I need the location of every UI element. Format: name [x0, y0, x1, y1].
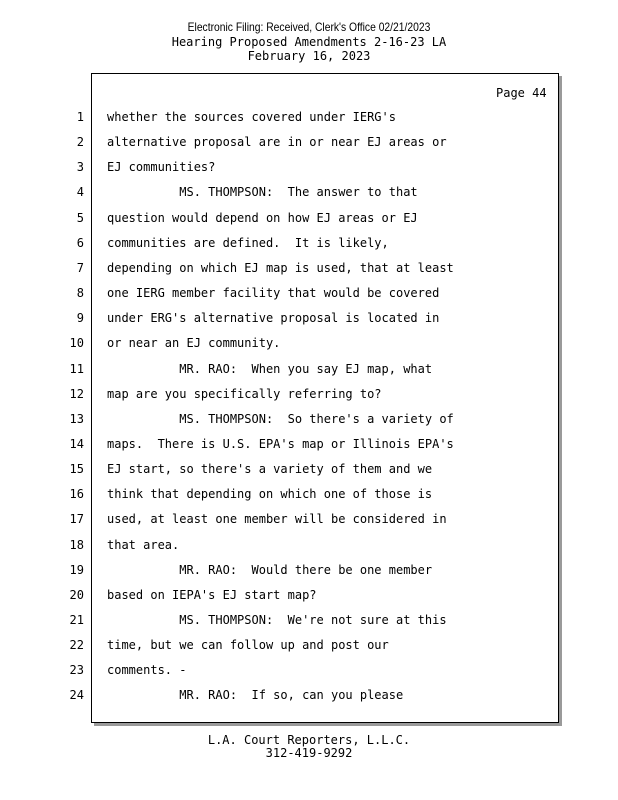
line-number: 17: [69, 512, 84, 527]
transcript-line: [0, 110, 560, 130]
line-number: 23: [69, 663, 84, 678]
line-number: 8: [76, 286, 84, 301]
line-text: depending on which EJ map is used, that at least: [107, 260, 454, 275]
line-text: communities are defined. It is likely,: [107, 235, 389, 250]
transcript-line: [0, 462, 560, 482]
line-number: 14: [69, 436, 84, 451]
line-text: EJ communities?: [107, 160, 216, 175]
line-number: 7: [76, 260, 84, 275]
transcript-line: [0, 236, 560, 256]
line-number: 12: [69, 386, 84, 401]
line-text: question would depend on how EJ areas or EJ: [107, 210, 418, 225]
footer-phone: 312-419-9292: [265, 746, 353, 760]
transcript-line: [0, 362, 560, 382]
line-number: 22: [69, 638, 84, 653]
line-number: 9: [76, 311, 84, 326]
transcript-line: [0, 211, 560, 231]
transcript-line: [0, 563, 560, 583]
line-number: 19: [69, 562, 84, 577]
line-text: based on IEPA's EJ start map?: [107, 587, 317, 602]
line-text: map are you specifically referring to?: [107, 386, 382, 401]
line-text: MS. THOMPSON: We're not sure at this: [107, 613, 447, 627]
line-text: EJ start, so there's a variety of them and we: [107, 462, 433, 477]
transcript-line: [0, 512, 560, 532]
transcript-line: [0, 135, 560, 155]
transcript-line: [0, 185, 560, 205]
filing-stamp: Electronic Filing: Received, Clerk's Office 02/21/2023: [187, 20, 431, 34]
line-number: 21: [69, 613, 84, 627]
line-text: comments. -: [107, 663, 187, 678]
transcript-line: [0, 663, 560, 683]
line-text: time, but we can follow up and post our: [107, 638, 389, 653]
line-number: 6: [76, 235, 84, 250]
transcript-line: [0, 688, 560, 708]
line-number: 10: [69, 336, 84, 351]
line-number: 13: [69, 411, 84, 426]
line-text: or near an EJ community.: [107, 336, 281, 351]
line-number: 15: [69, 462, 84, 477]
line-number: 20: [69, 587, 84, 602]
transcript-line: [0, 387, 560, 407]
line-number: 3: [76, 160, 84, 175]
line-text: alternative proposal are in or near EJ areas or: [107, 135, 447, 150]
line-text: whether the sources covered under IERG's: [107, 110, 396, 124]
line-text: MR. RAO: If so, can you please: [107, 688, 404, 703]
transcript-line: [0, 336, 560, 356]
transcript-line: [0, 286, 560, 306]
transcript-line: [0, 160, 560, 180]
transcript-line: [0, 613, 560, 633]
transcript-line: [0, 487, 560, 507]
line-number: 18: [69, 537, 84, 552]
line-number: 11: [69, 361, 84, 376]
line-number: 1: [76, 110, 84, 124]
transcript-line: [0, 437, 560, 457]
line-number: 4: [76, 185, 84, 200]
line-text: MR. RAO: When you say EJ map, what: [107, 361, 433, 376]
line-number: 24: [69, 688, 84, 703]
line-text: one IERG member facility that would be covered: [107, 286, 440, 301]
transcript-line: [0, 538, 560, 558]
footer-company: L.A. Court Reporters, L.L.C.: [207, 733, 411, 747]
transcript-line: [0, 588, 560, 608]
transcript-line: [0, 638, 560, 658]
transcript-line: [0, 412, 560, 432]
transcript-line: [0, 261, 560, 281]
line-number: 2: [76, 135, 84, 150]
line-text: MS. THOMPSON: So there's a variety of: [107, 411, 454, 426]
page-number: Page 44: [496, 86, 547, 100]
line-text: used, at least one member will be considered in: [107, 512, 447, 527]
line-text: maps. There is U.S. EPA's map or Illinois EPA's: [107, 436, 454, 451]
transcript-line: [0, 311, 560, 331]
line-text: MS. THOMPSON: The answer to that: [107, 185, 418, 200]
line-text: think that depending on which one of those is: [107, 487, 433, 502]
line-number: 5: [76, 210, 84, 225]
line-text: under ERG's alternative proposal is located in: [107, 311, 440, 326]
transcript-title: Hearing Proposed Amendments 2-16-23 LA: [171, 35, 447, 49]
line-number: 16: [69, 487, 84, 502]
line-text: MR. RAO: Would there be one member: [107, 562, 433, 577]
transcript-date: February 16, 2023: [247, 49, 371, 63]
line-text: that area.: [107, 537, 180, 552]
